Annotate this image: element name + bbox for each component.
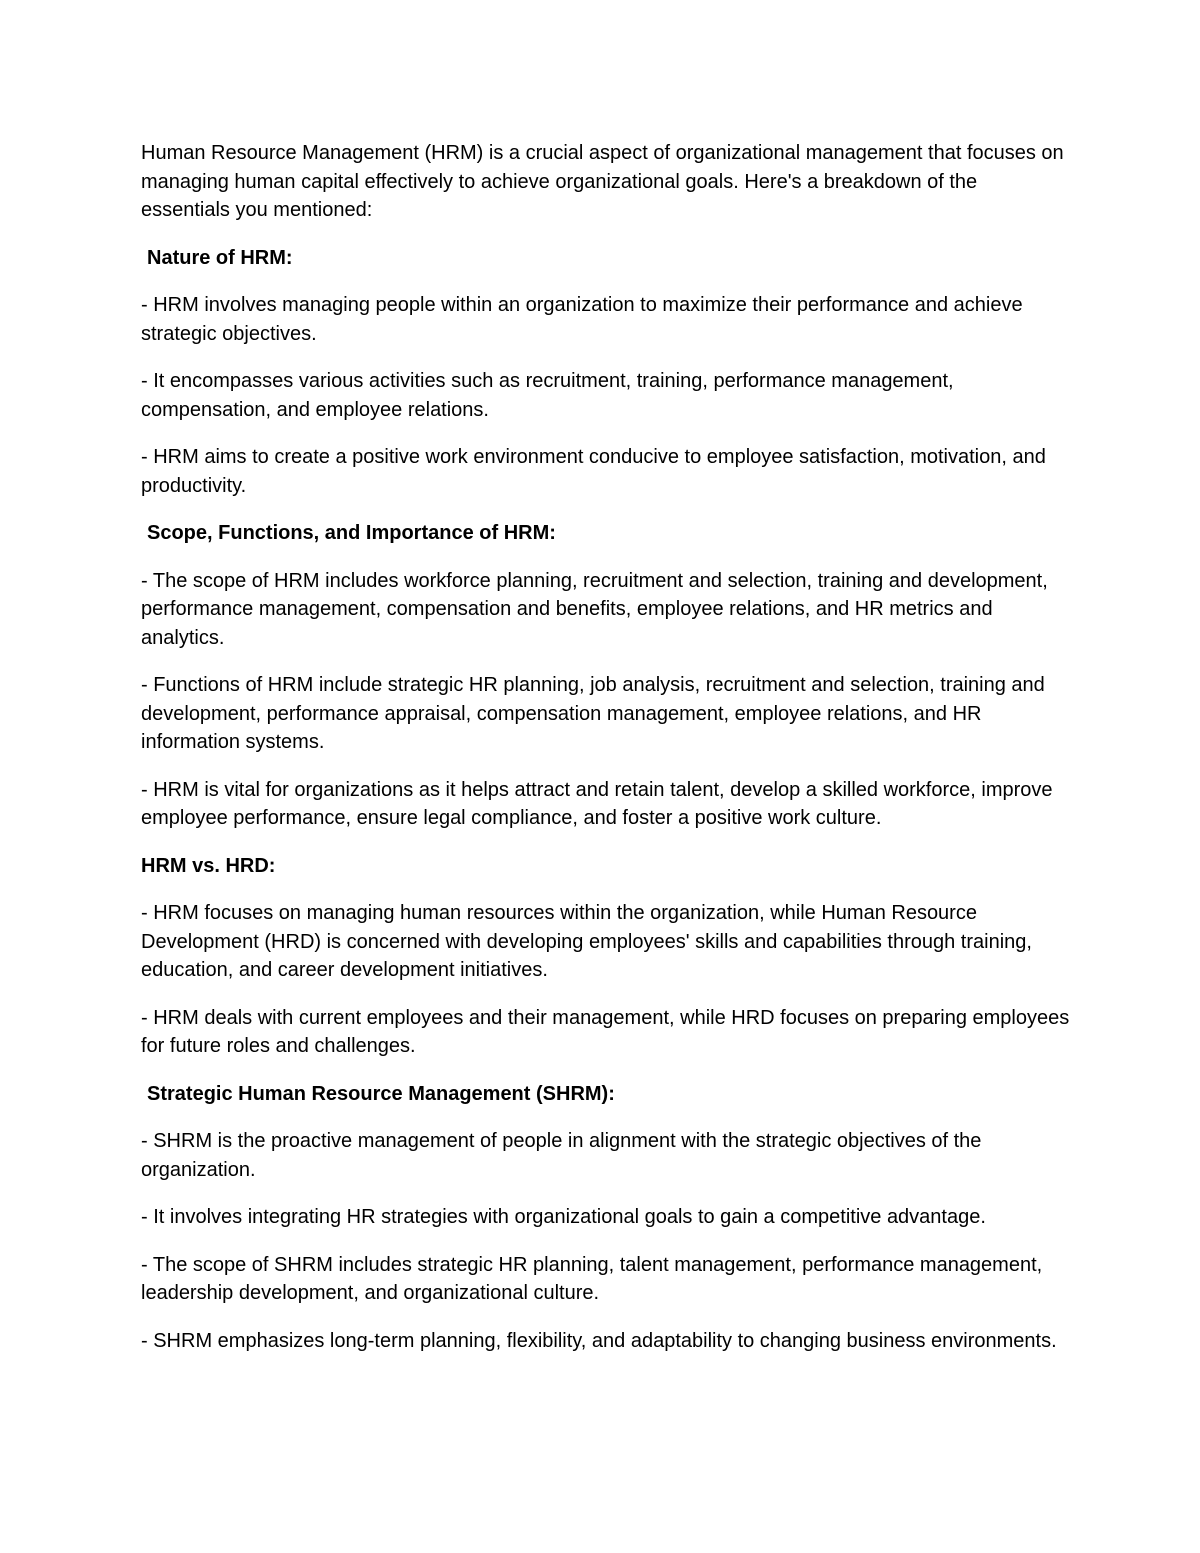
bullet-paragraph: - HRM deals with current employees and their management, while HRD focuses on preparing employees for future roles and challenges. (141, 1006, 1070, 1057)
section-heading: Scope, Functions, and Importance of HRM: (147, 522, 556, 544)
section-heading: HRM vs. HRD: (141, 854, 276, 877)
section-nature-of-hrm (141, 244, 1071, 501)
bullet-paragraph: - SHRM is the proactive management of people in alignment with the strategic objectives of the organization. (141, 1130, 982, 1181)
bullet-paragraph: - HRM involves managing people within an organization to maximize their performance and achieve strategic objectives. (141, 294, 1023, 345)
bullet-paragraph: - HRM aims to create a positive work environment conducive to employee satisfaction, motivation, and productivity. (141, 446, 1046, 497)
bullet-paragraph: - HRM is vital for organizations as it helps attract and retain talent, develop a skilled workforce, improve employee performance, ensure legal compliance, and foster a positive work culture. (141, 778, 1053, 829)
bullet-paragraph: - It encompasses various activities such as recruitment, training, performance management, compensation, and employee relations. (141, 370, 954, 421)
section-heading: Nature of HRM: (147, 246, 293, 269)
document-body (141, 139, 1071, 1374)
bullet-paragraph: - The scope of HRM includes workforce planning, recruitment and selection, training and development, performance management, compensation and benefits, employee relations, and HR metrics and analytics. (141, 569, 1048, 649)
intro-paragraph: Human Resource Management (HRM) is a crucial aspect of organizational management that focuses on managing human capital effectively to achieve organizational goals. Here's a breakdown of the essentials you mentioned: (141, 142, 1064, 221)
section-shrm (141, 1080, 1071, 1356)
bullet-paragraph: - HRM focuses on managing human resources within the organization, while Human Resource Development (HRD) is concerned with developing employees' skills and capabilities through training, education, and career development initiatives. (141, 902, 1032, 981)
section-hrm-vs-hrd (141, 852, 1071, 1061)
section-scope-functions-importance (141, 519, 1071, 833)
bullet-paragraph: - SHRM emphasizes long-term planning, flexibility, and adaptability to changing business environments. (141, 1329, 1057, 1352)
bullet-paragraph: - The scope of SHRM includes strategic HR planning, talent management, performance management, leadership development, and organizational culture. (141, 1253, 1043, 1304)
bullet-paragraph: - Functions of HRM include strategic HR planning, job analysis, recruitment and selection, training and development, performance appraisal, compensation management, employee relations, and HR information systems. (141, 674, 1045, 753)
section-heading: Strategic Human Resource Management (SHRM): (147, 1082, 615, 1105)
bullet-paragraph: - It involves integrating HR strategies with organizational goals to gain a competitive advantage. (141, 1206, 986, 1228)
